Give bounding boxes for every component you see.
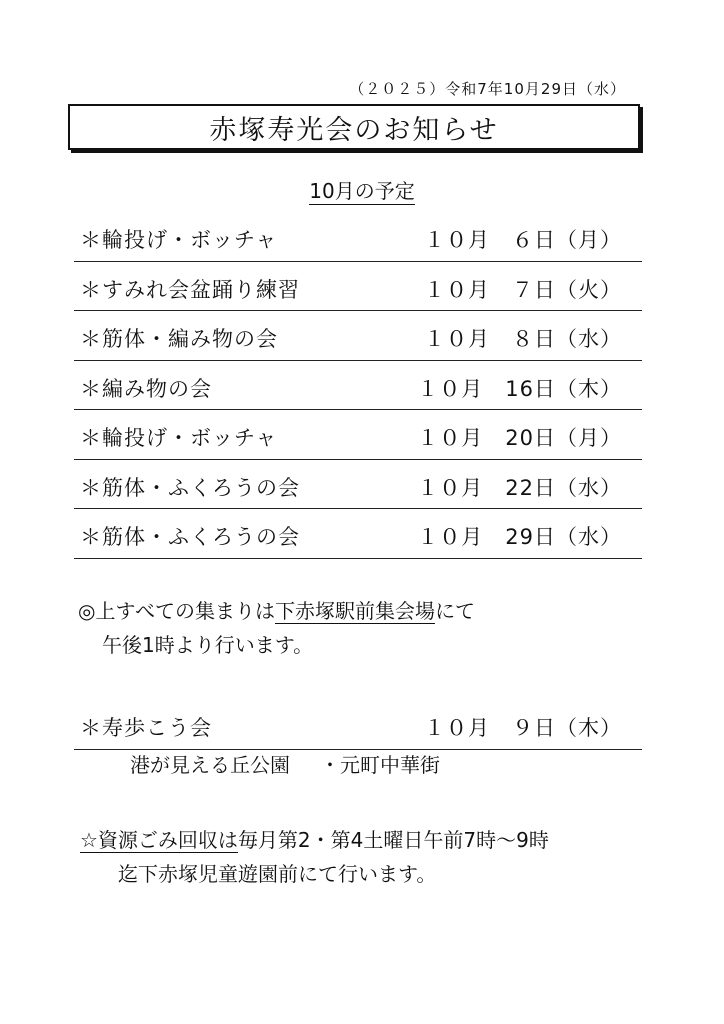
event-date: １０月 29日（水） xyxy=(417,525,622,549)
event-date: １０月 ６日（月） xyxy=(424,228,622,252)
event-name: ＊輪投げ・ボッチャ xyxy=(80,426,278,450)
walk-places xyxy=(130,749,440,778)
event-date: １０月 16日（木） xyxy=(417,376,622,401)
recycle-note xyxy=(80,823,549,891)
title-box xyxy=(68,104,640,150)
event-name: ＊筋体・ふくろうの会 xyxy=(80,525,300,549)
event-name: ＊筋体・ふくろうの会 xyxy=(80,475,300,500)
walk-name: ＊寿歩こう会 xyxy=(80,716,212,740)
venue-name: 下赤塚駅前集会場 xyxy=(275,599,436,623)
schedule-row xyxy=(74,311,642,361)
event-name: ＊筋体・編み物の会 xyxy=(80,327,278,351)
schedule-row xyxy=(74,361,642,411)
schedule-heading-text: 10月の予定 xyxy=(309,179,415,203)
event-date: １０月 ８日（水） xyxy=(424,327,622,351)
event-name: ＊すみれ会盆踊り練習 xyxy=(80,277,300,302)
venue-note-time: 午後1時より行います。 xyxy=(102,633,314,657)
venue-note-prefix: ◎上すべての集まりは xyxy=(78,599,276,623)
schedule-row xyxy=(74,460,642,510)
event-date: １０月 ７日（火） xyxy=(424,277,622,302)
page-title: 赤塚寿光会のお知らせ xyxy=(209,114,499,146)
schedule-row xyxy=(74,410,642,460)
recycle-schedule: 毎月第2・第4土曜日午前7時～9時 xyxy=(237,828,549,852)
event-name: ＊輪投げ・ボッチャ xyxy=(80,228,278,252)
schedule-row xyxy=(74,212,642,262)
venue-note xyxy=(78,594,475,662)
event-name: ＊編み物の会 xyxy=(80,376,212,401)
walk-row xyxy=(74,700,642,750)
schedule-row xyxy=(74,262,642,312)
recycle-heading: ☆資源ごみ回収は xyxy=(80,828,238,852)
schedule-list xyxy=(74,212,642,559)
walk-event xyxy=(74,700,642,750)
walk-place-1: 港が見える丘公園 xyxy=(130,753,290,777)
walk-date: １０月 ９日（木） xyxy=(424,716,622,740)
schedule-heading xyxy=(0,175,724,204)
issue-date: （２０２５）令和7年10月29日（水） xyxy=(349,80,626,98)
event-date: １０月 22日（水） xyxy=(417,475,622,500)
schedule-row xyxy=(74,509,642,559)
event-date: １０月 20日（月） xyxy=(417,426,622,450)
walk-place-2: ・元町中華街 xyxy=(320,753,440,777)
venue-note-suffix: にて xyxy=(435,599,476,623)
recycle-location: 迄下赤塚児童遊園前にて行います。 xyxy=(118,862,437,886)
